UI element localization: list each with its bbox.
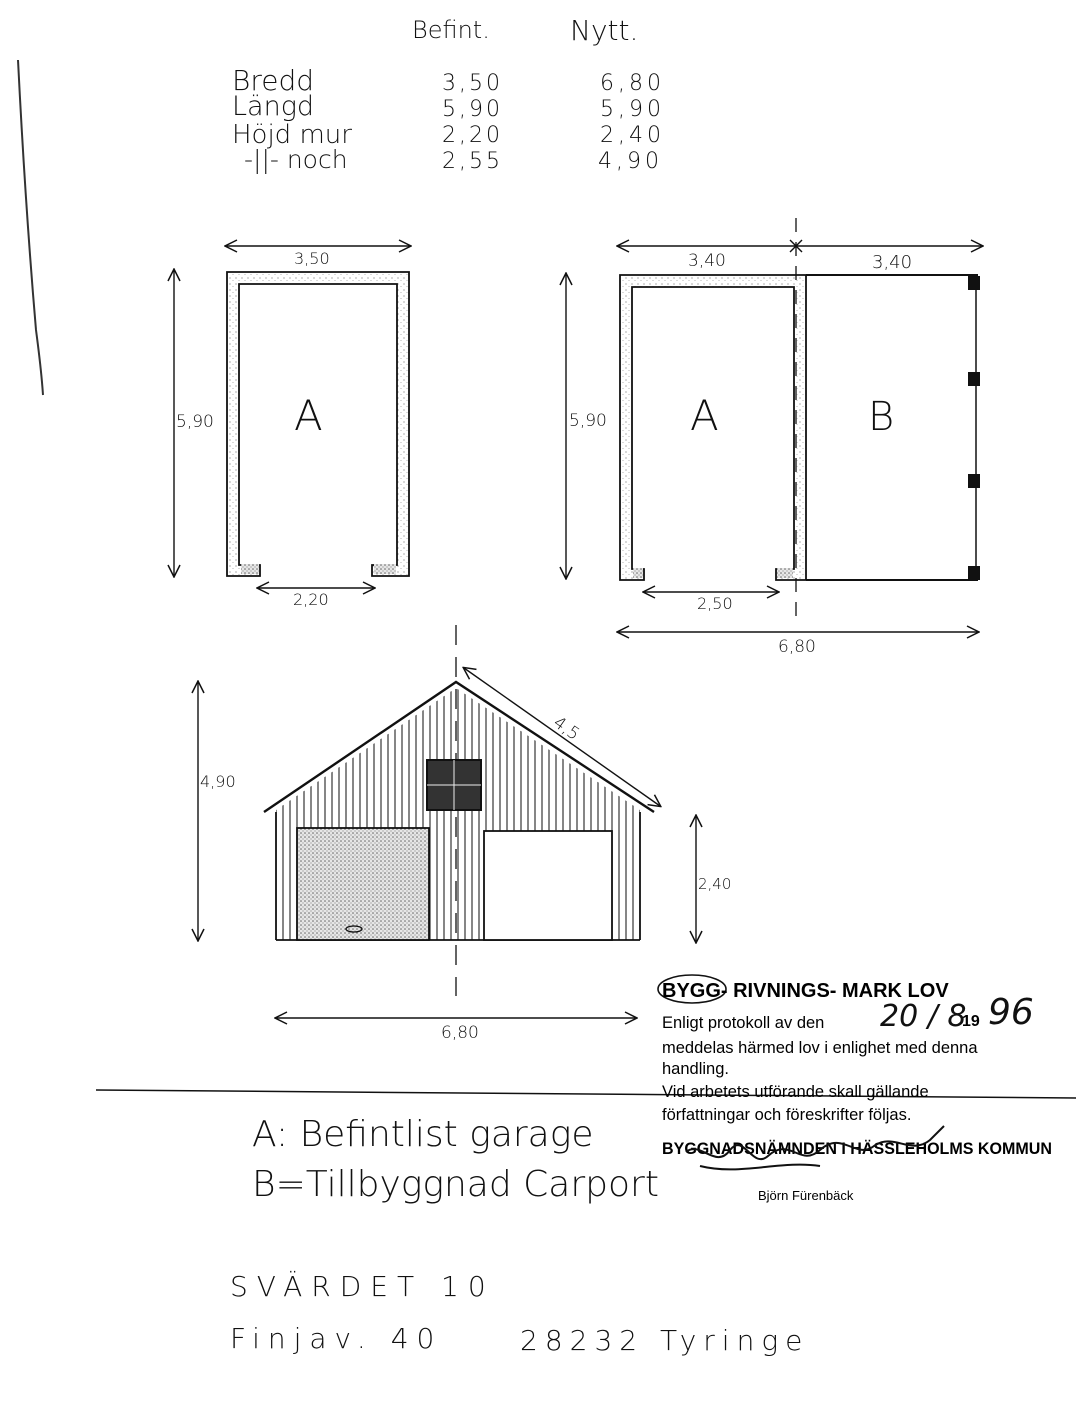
carport-post [968, 566, 980, 580]
row-existing: 2,55 [442, 149, 503, 174]
door-post [374, 564, 396, 574]
dimension-width-a: 3,40 [688, 251, 726, 271]
dimension-total-width: 6,80 [441, 1023, 479, 1043]
row-label: Bredd [232, 64, 315, 97]
carport-post [968, 372, 980, 386]
stamp-title: BYGG- RIVNINGS- MARK LOV [662, 980, 949, 1002]
carport-post [968, 474, 980, 488]
dimension-length: 5,90 [569, 411, 607, 431]
stamp-line-1: Enligt protokoll av den [662, 1014, 825, 1032]
carport-opening [484, 831, 612, 940]
stamp-line-2: meddelas härmed lov i enlighet med denna [662, 1039, 978, 1057]
row-label: -||- noch [244, 145, 348, 174]
separator-line [96, 1090, 1076, 1098]
legend-b: B=Tillbyggnad Carport [252, 1164, 659, 1205]
plan-existing [174, 246, 410, 609]
dimension-total-height: 4,90 [200, 772, 236, 791]
dimension-width-b: 3,40 [872, 252, 913, 273]
permit-stamp [658, 975, 1052, 1203]
dimension-wall-height: 2,40 [698, 875, 732, 893]
dimension-length: 5,90 [176, 412, 214, 432]
door-post [777, 568, 793, 578]
stamp-line-4: Vid arbetets utförande skall gällande [662, 1083, 929, 1101]
row-label: Höjd mur [232, 120, 352, 150]
row-new: 4,90 [598, 149, 663, 174]
carport-post [968, 276, 980, 290]
stamp-signatory: Björn Fürenbäck [758, 1188, 854, 1203]
address [230, 1270, 809, 1357]
table-header-existing: Befint. [412, 16, 490, 44]
legend [252, 1114, 659, 1205]
row-existing: 5,90 [442, 97, 503, 122]
dimension-opening: 2,20 [293, 590, 329, 609]
stamp-year-handwritten: 96 [988, 992, 1034, 1033]
dimension-total-width: 6,80 [778, 637, 816, 657]
stamp-line-5: författningar och föreskrifter följas. [662, 1106, 912, 1124]
row-existing: 3,50 [442, 71, 503, 96]
room-label-a: A [294, 391, 323, 440]
row-new: 6,80 [600, 71, 665, 96]
stamp-date-handwritten: 20 / 8 [880, 999, 967, 1034]
address-postcode-city: 28232 Tyringe [520, 1324, 810, 1357]
elevation [198, 625, 731, 1043]
room-label-b: B [868, 394, 895, 440]
dimensions-table [232, 14, 665, 174]
dimension-roof-slope: 4,5 [549, 712, 584, 745]
scan-edge [18, 60, 43, 395]
row-existing: 2,20 [442, 123, 503, 148]
table-header-new: Nytt. [570, 14, 639, 47]
door-post [633, 568, 643, 578]
garage-door [297, 828, 429, 940]
stamp-line-3: handling. [662, 1060, 729, 1078]
legend-a: A: Befintlist garage [252, 1114, 594, 1155]
room-label-a: A [690, 391, 719, 440]
plan-new [566, 218, 982, 657]
door-post [241, 564, 259, 574]
row-new: 5,90 [600, 97, 665, 122]
row-new: 2,40 [600, 123, 665, 148]
stamp-authority: BYGGNADSNÄMNDEN I HÄSSLEHOLMS KOMMUN [662, 1139, 1052, 1158]
row-label: Längd [232, 91, 315, 122]
address-property: SVÄRDET 10 [230, 1270, 495, 1303]
dimension-width: 3,50 [294, 249, 330, 268]
dimension-opening: 2,50 [697, 594, 733, 613]
address-street: Finjav. 40 [230, 1322, 443, 1355]
stamp-year-prefix: 19 [962, 1013, 980, 1030]
